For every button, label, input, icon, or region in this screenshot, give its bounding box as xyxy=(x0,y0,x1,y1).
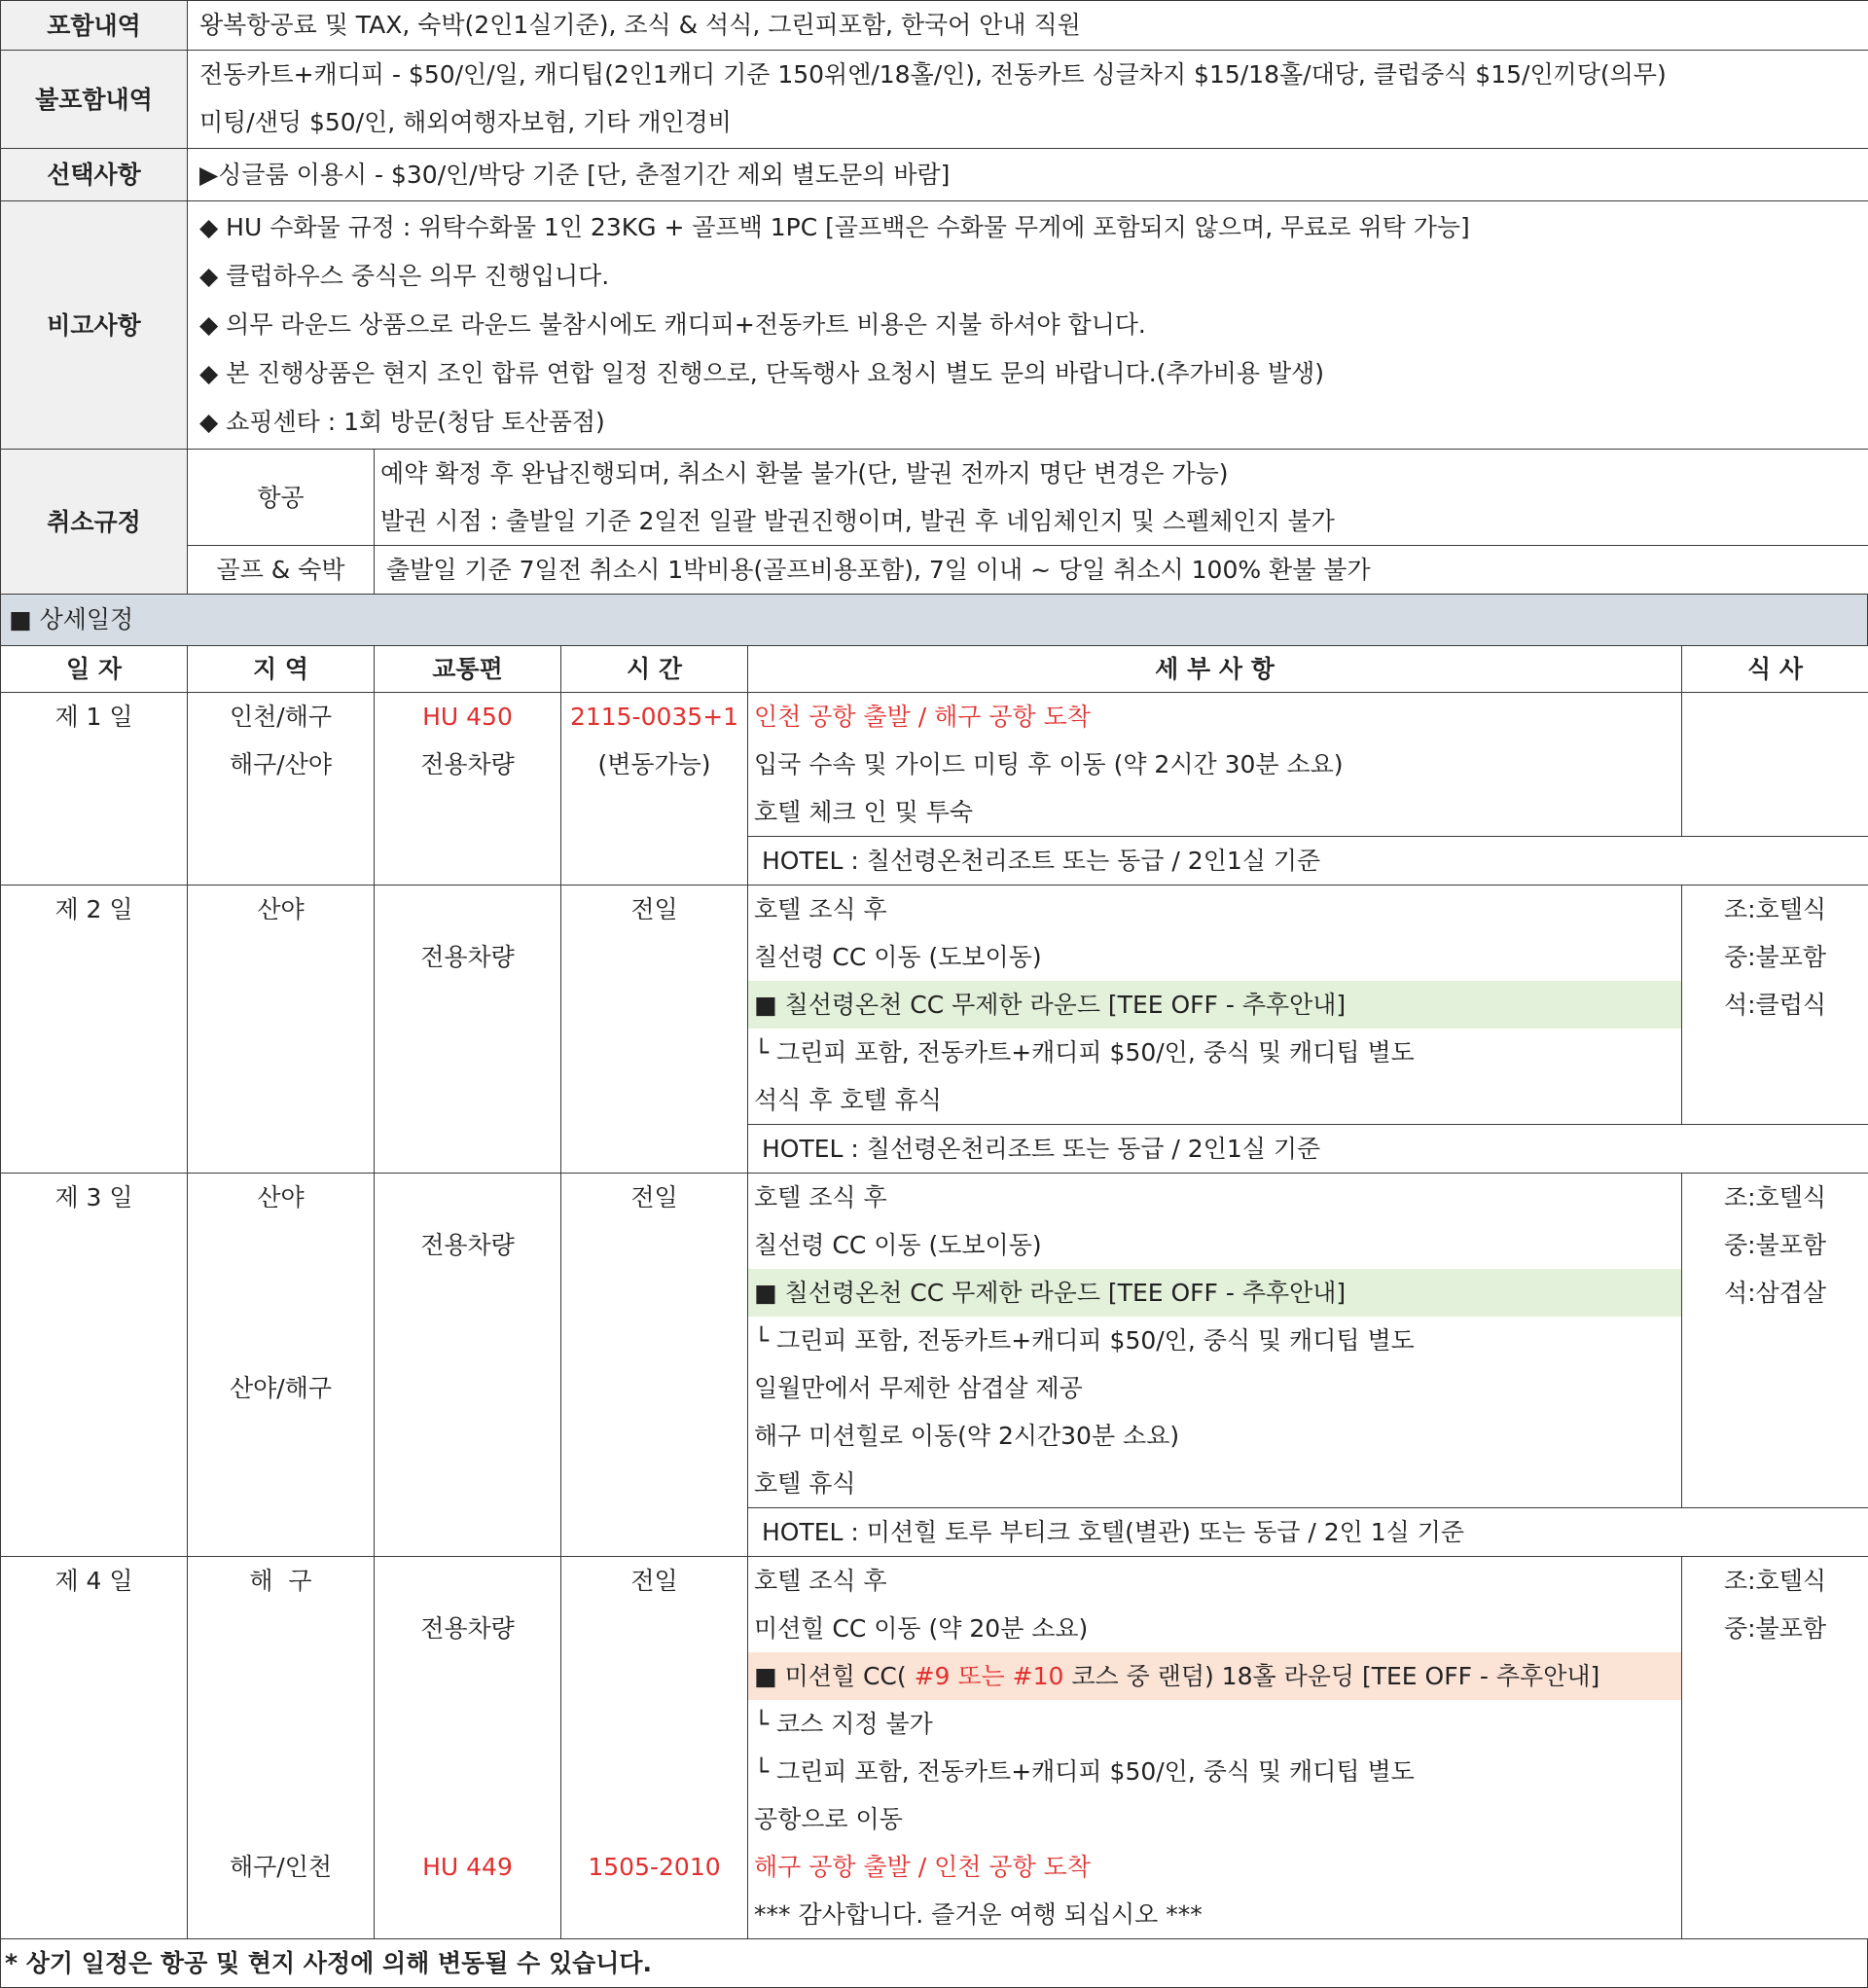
golf-round-text: 코스 중 랜덤) 18홀 라운딩 [TEE OFF - 추후안내] xyxy=(1063,1662,1599,1690)
meal-cell xyxy=(1682,693,1868,837)
detail-sub-line: └ 그린피 포함, 전동카트+캐디피 $50/인, 중식 및 캐디팁 별도 xyxy=(748,1748,1681,1795)
detail-line: 일월만에서 무제한 삼겹살 제공 xyxy=(748,1364,1681,1412)
day-cell: 제 1 일 xyxy=(1,693,188,886)
time-cell xyxy=(561,886,748,1174)
time-line: (변동가능) xyxy=(561,741,747,788)
cancel-golf-label: 골프 & 숙박 xyxy=(188,546,375,595)
remark-line: ◆ 클럽하우스 중식은 의무 진행입니다. xyxy=(199,252,1868,301)
region-cell xyxy=(188,886,375,1174)
detail-line: 칠선령 CC 이동 (도보이동) xyxy=(748,1221,1681,1269)
options-text: ▶싱글룸 이용시 - $30/인/박당 기준 [단, 춘절기간 제외 별도문의 바람] xyxy=(188,149,1868,201)
detail-line: 호텔 조식 후 xyxy=(748,1174,1681,1221)
cancel-golf-text: 출발일 기준 7일전 취소시 1박비용(골프비용포함), 7일 이내 ~ 당일 취소시 100% 환불 불가 xyxy=(375,546,1868,595)
detail-line: 석식 후 호텔 휴식 xyxy=(748,1076,1681,1124)
meal-line: 중:불포함 xyxy=(1682,933,1868,981)
cancel-air-line: 발권 시점 : 출발일 기준 2일전 일괄 발권진행이며, 발권 후 네임체인지 및 스펠체인지 불가 xyxy=(380,497,1868,545)
excluded-cell xyxy=(188,51,1868,149)
flight-time: 2115-0035+1 xyxy=(561,693,747,741)
flight-number: HU 449 xyxy=(375,1843,560,1891)
region-line: 해 구 xyxy=(188,1557,374,1605)
hotel-line: HOTEL : 미션힐 토루 부티크 호텔(별관) 또는 동급 / 2인 1실 기준 xyxy=(748,1508,1868,1557)
included-text: 왕복항공료 및 TAX, 숙박(2인1실기준), 조식 & 석식, 그린피포함, 한국어 안내 직원 xyxy=(188,1,1868,51)
meal-line: 중:불포함 xyxy=(1682,1605,1868,1652)
detail-line: 호텔 휴식 xyxy=(748,1460,1681,1507)
region-cell xyxy=(188,693,375,886)
flight-number: HU 450 xyxy=(375,693,560,741)
golf-round-line: ■ 칠선령온천 CC 무제한 라운드 [TEE OFF - 추후안내] xyxy=(748,981,1681,1029)
cancel-air-label: 항공 xyxy=(188,450,375,546)
meal-line: 조:호텔식 xyxy=(1682,1557,1868,1605)
golf-round-line xyxy=(748,1652,1681,1700)
region-line: 인천/해구 xyxy=(188,693,374,741)
info-table xyxy=(0,0,1868,595)
transport-cell xyxy=(375,886,561,1174)
header-day: 일 자 xyxy=(1,646,188,693)
meal-line: 중:불포함 xyxy=(1682,1221,1868,1269)
remark-line: ◆ 의무 라운드 상품으로 라운드 불참시에도 캐디피+전동카트 비용은 지불 하셔야 합니다. xyxy=(199,301,1868,349)
day-cell: 제 2 일 xyxy=(1,886,188,1174)
detail-line: *** 감사합니다. 즐거운 여행 되십시오 *** xyxy=(748,1891,1681,1938)
included-label: 포함내역 xyxy=(1,1,188,51)
detail-sub-line: └ 그린피 포함, 전동카트+캐디피 $50/인, 중식 및 캐디팁 별도 xyxy=(748,1029,1681,1076)
detail-cell xyxy=(748,886,1682,1125)
meal-line: 조:호텔식 xyxy=(1682,886,1868,933)
remark-line: ◆ 쇼핑센타 : 1회 방문(청담 토산품점) xyxy=(199,398,1868,447)
time-cell xyxy=(561,693,748,886)
detail-line: 호텔 조식 후 xyxy=(748,886,1681,933)
transport-cell xyxy=(375,1174,561,1557)
region-line: 산야 xyxy=(188,886,374,933)
transport-line: 전용차량 xyxy=(375,1605,560,1652)
region-cell xyxy=(188,1174,375,1557)
hotel-line: HOTEL : 칠선령온천리조트 또는 동급 / 2인1실 기준 xyxy=(748,837,1868,886)
detail-line: 해구 공항 출발 / 인천 공항 도착 xyxy=(748,1843,1681,1891)
detail-cell xyxy=(748,1174,1682,1508)
flight-time: 1505-2010 xyxy=(561,1843,747,1891)
remark-line: ◆ 본 진행상품은 현지 조인 합류 연합 일정 진행으로, 단독행사 요청시 별도 문의 바랍니다.(추가비용 발생) xyxy=(199,349,1868,398)
header-meal: 식 사 xyxy=(1682,646,1868,693)
transport-cell xyxy=(375,693,561,886)
course-number: #9 또는 #10 xyxy=(915,1662,1064,1690)
detail-cell xyxy=(748,693,1682,837)
transport-cell xyxy=(375,1557,561,1939)
region-line: 산야/해구 xyxy=(188,1364,374,1412)
detail-cell xyxy=(748,1557,1682,1939)
cancel-air-line: 예약 확정 후 완납진행되며, 취소시 환불 불가(단, 발권 전까지 명단 변경은 가능) xyxy=(380,450,1868,497)
region-line: 산야 xyxy=(188,1174,374,1221)
hotel-line: HOTEL : 칠선령온천리조트 또는 동급 / 2인1실 기준 xyxy=(748,1125,1868,1174)
options-label: 선택사항 xyxy=(1,149,188,201)
detail-sub-line: └ 그린피 포함, 전동카트+캐디피 $50/인, 중식 및 캐디팁 별도 xyxy=(748,1317,1681,1364)
time-line: 전일 xyxy=(561,886,747,933)
meal-cell xyxy=(1682,1174,1868,1508)
meal-line: 조:호텔식 xyxy=(1682,1174,1868,1221)
header-detail: 세 부 사 항 xyxy=(748,646,1682,693)
meal-cell xyxy=(1682,1557,1868,1939)
excluded-line: 전동카트+캐디피 - $50/인/일, 캐디팁(2인1캐디 기준 150위엔/18홀/인), 전동카트 싱글차지 $15/18홀/대당, 클럽중식 $15/인끼당(의무) xyxy=(199,51,1868,98)
detail-line: 호텔 체크 인 및 투숙 xyxy=(748,788,1681,836)
golf-round-text: ■ 미션힐 CC( xyxy=(754,1662,915,1690)
meal-cell xyxy=(1682,886,1868,1125)
schedule-table xyxy=(0,645,1868,1939)
time-cell xyxy=(561,1174,748,1557)
detail-sub-line: └ 코스 지정 불가 xyxy=(748,1700,1681,1748)
header-time: 시 간 xyxy=(561,646,748,693)
time-cell xyxy=(561,1557,748,1939)
detail-line: 호텔 조식 후 xyxy=(748,1557,1681,1605)
header-transport: 교통편 xyxy=(375,646,561,693)
time-line: 전일 xyxy=(561,1557,747,1605)
footer-note: * 상기 일정은 항공 및 현지 사정에 의해 변동될 수 있습니다. xyxy=(0,1939,1868,1988)
remarks-cell xyxy=(188,201,1868,450)
excluded-label: 불포함내역 xyxy=(1,51,188,149)
excluded-line: 미팅/샌딩 $50/인, 해외여행자보험, 기타 개인경비 xyxy=(199,98,1868,146)
cancel-air-cell xyxy=(375,450,1868,546)
region-line: 해구/산야 xyxy=(188,741,374,788)
region-line: 해구/인천 xyxy=(188,1843,374,1891)
detail-line: 칠선령 CC 이동 (도보이동) xyxy=(748,933,1681,981)
detail-line: 공항으로 이동 xyxy=(748,1795,1681,1843)
transport-line: 전용차량 xyxy=(375,933,560,981)
cancel-label: 취소규정 xyxy=(1,450,188,595)
remarks-label: 비고사항 xyxy=(1,201,188,450)
day-cell: 제 4 일 xyxy=(1,1557,188,1939)
remark-line: ◆ HU 수화물 규정 : 위탁수화물 1인 23KG + 골프백 1PC [골프백은 수화물 무게에 포함되지 않으며, 무료로 위탁 가능] xyxy=(199,203,1868,252)
detail-line: 인천 공항 출발 / 해구 공항 도착 xyxy=(748,693,1681,741)
golf-round-line: ■ 칠선령온천 CC 무제한 라운드 [TEE OFF - 추후안내] xyxy=(748,1269,1681,1317)
time-line: 전일 xyxy=(561,1174,747,1221)
detail-line: 미션힐 CC 이동 (약 20분 소요) xyxy=(748,1605,1681,1652)
transport-line: 전용차량 xyxy=(375,1221,560,1269)
section-title: ■ 상세일정 xyxy=(0,595,1868,645)
day-cell: 제 3 일 xyxy=(1,1174,188,1557)
meal-line: 석:클럽식 xyxy=(1682,981,1868,1029)
transport-line: 전용차량 xyxy=(375,741,560,788)
region-cell xyxy=(188,1557,375,1939)
header-region: 지 역 xyxy=(188,646,375,693)
detail-line: 해구 미션힐로 이동(약 2시간30분 소요) xyxy=(748,1412,1681,1460)
detail-line: 입국 수속 및 가이드 미팅 후 이동 (약 2시간 30분 소요) xyxy=(748,741,1681,788)
meal-line: 석:삼겹살 xyxy=(1682,1269,1868,1317)
